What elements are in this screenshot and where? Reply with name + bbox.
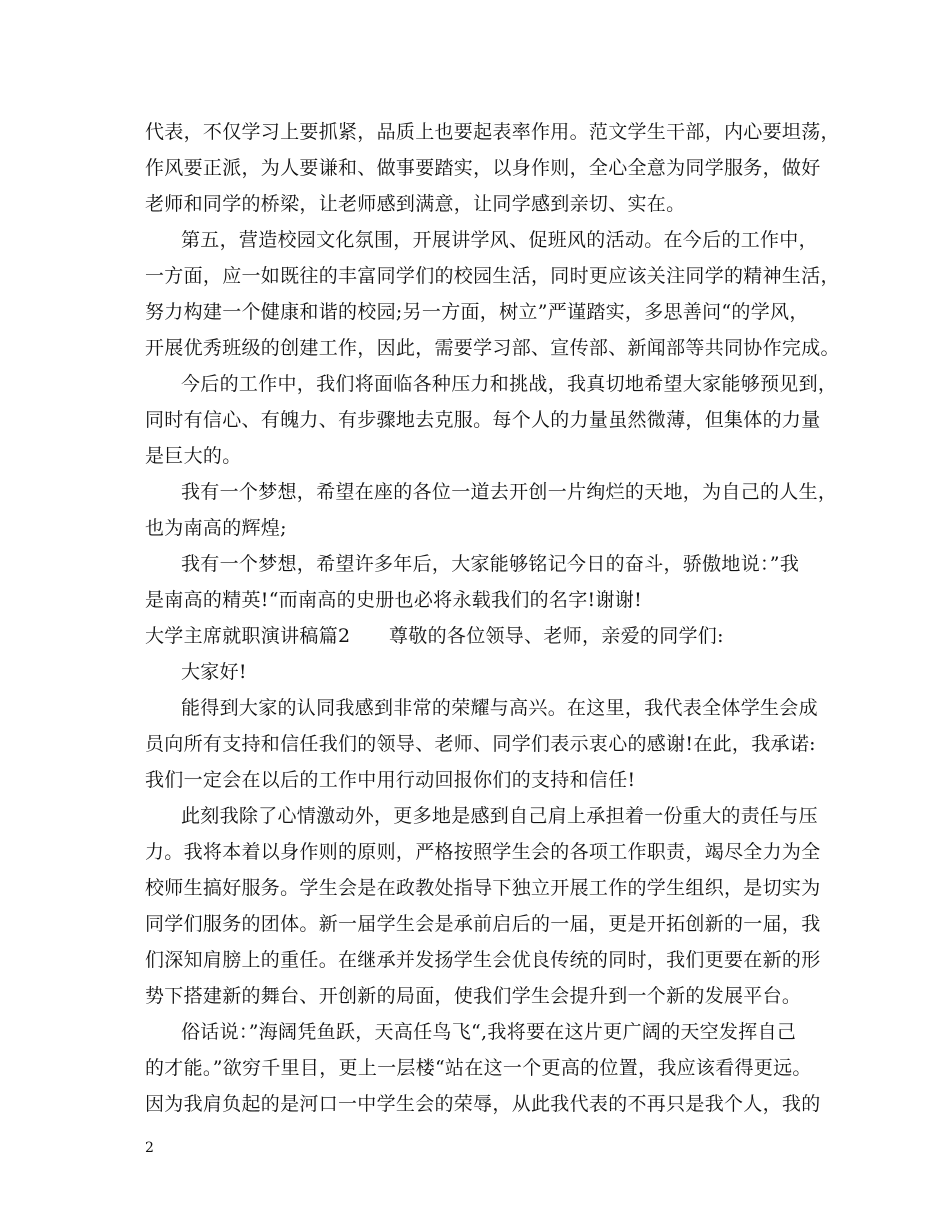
text-line: 开展优秀班级的创建工作，因此，需要学习部、宣传部、新闻部等共同协作完成。 — [145, 337, 840, 359]
paragraph-start-line: 俗话说：”海阔凭鱼跃，天高任鸟飞“,我将要在这片更广阔的天空发挥自己 — [181, 1021, 797, 1043]
text-line: 作风要正派，为人要谦和、做事要踏实，以身作则，全心全意为同学服务，做好 — [145, 157, 821, 179]
paragraph-start-line: 我有一个梦想，希望许多年后，大家能够铭记今日的奋斗，骄傲地说：”我 — [181, 553, 800, 575]
page-number: 2 — [145, 1140, 154, 1156]
greeting-line: 大家好! — [181, 661, 247, 683]
section-heading-line: 大学主席就职演讲稿篇2 尊敬的各位领导、老师，亲爱的同学们: — [145, 625, 724, 647]
text-line: 的才能。”欲穷千里目，更上一层楼“站在这一个更高的位置，我应该看得更远。 — [145, 1057, 812, 1079]
paragraph-start-line: 此刻我除了心情激动外，更多地是感到自己肩上承担着一份重大的责任与压 — [181, 805, 818, 827]
text-line: 努力构建一个健康和谐的校园;另一方面，树立”严谨踏实，多思善问“的学风， — [145, 301, 809, 323]
text-line: 是南高的精英!“而南高的史册也必将永载我们的名字!谢谢! — [145, 589, 643, 611]
paragraph-start-line: 今后的工作中，我们将面临各种压力和挑战，我真切地希望大家能够预见到， — [181, 373, 838, 395]
text-line: 代表，不仅学习上要抓紧，品质上也要起表率作用。范文学生干部，内心要坦荡， — [145, 121, 840, 143]
paragraph-start-line: 能得到大家的认同我感到非常的荣耀与高兴。在这里，我代表全体学生会成 — [181, 697, 818, 719]
text-line: 力。我将本着以身作则的原则，严格按照学生会的各项工作职责，竭尽全力为全 — [145, 841, 821, 863]
text-line: 因为我肩负起的是河口一中学生会的荣辱，从此我代表的不再只是我个人，我的 — [145, 1093, 821, 1115]
text-line: 同时有信心、有魄力、有步骤地去克服。每个人的力量虽然微薄，但集体的力量 — [145, 409, 821, 431]
text-line: 也为南高的辉煌; — [145, 517, 287, 539]
text-line: 势下搭建新的舞台、开创新的局面，使我们学生会提升到一个新的发展平台。 — [145, 985, 802, 1007]
text-line: 是巨大的。 — [145, 445, 242, 467]
text-line: 校师生搞好服务。学生会是在政教处指导下独立开展工作的学生组织，是切实为 — [145, 877, 821, 899]
text-line: 员向所有支持和信任我们的领导、老师、同学们表示衷心的感谢!在此，我承诺: — [145, 733, 816, 755]
paragraph-start-line: 第五，营造校园文化氛围，开展讲学风、促班风的活动。在今后的工作中， — [181, 229, 818, 251]
paragraph-start-line: 我有一个梦想，希望在座的各位一道去开创一片绚烂的天地，为自己的人生， — [181, 481, 838, 503]
text-line: 一方面，应一如既往的丰富同学们的校园生活，同时更应该关注同学的精神生活， — [145, 265, 840, 287]
text-line: 们深知肩膀上的重任。在继承并发扬学生会优良传统的同时，我们更要在新的形 — [145, 949, 821, 971]
text-line: 我们一定会在以后的工作中用行动回报你们的支持和信任! — [145, 769, 636, 791]
text-line: 同学们服务的团体。新一届学生会是承前启后的一届，更是开拓创新的一届，我 — [145, 913, 821, 935]
text-line: 老师和同学的桥梁，让老师感到满意，让同学感到亲切、实在。 — [145, 193, 686, 215]
